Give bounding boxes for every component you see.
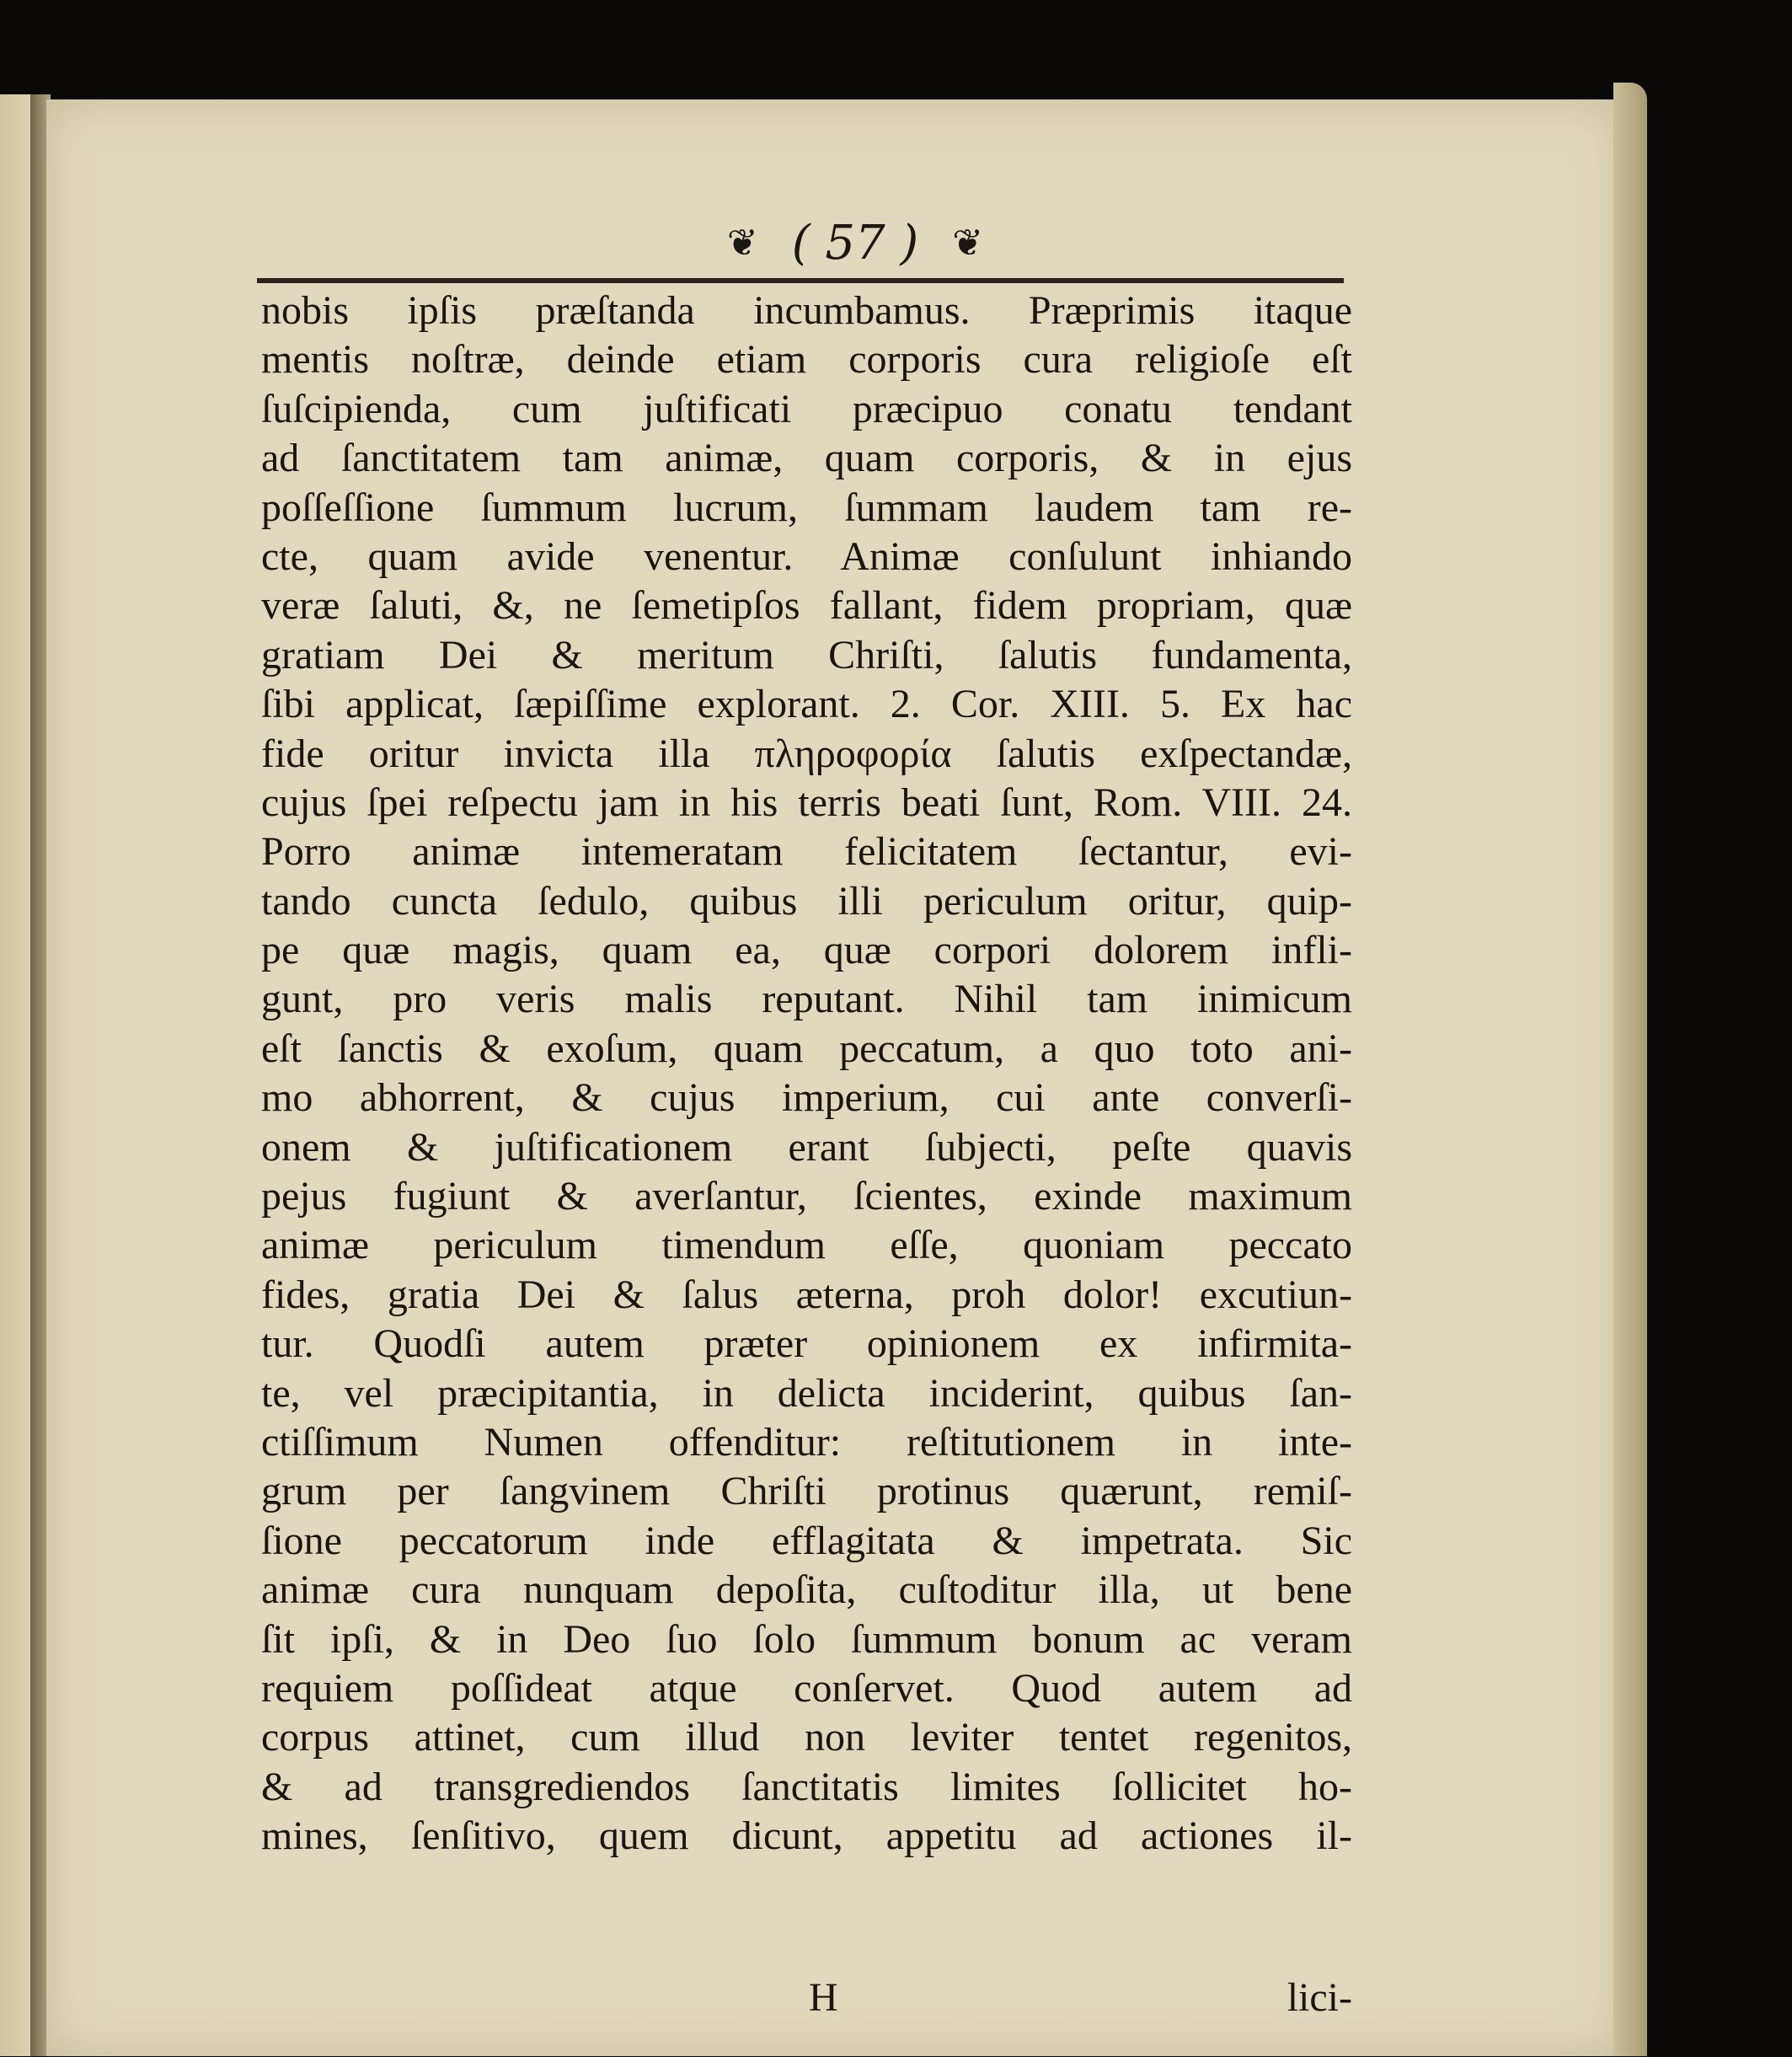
page-footer bbox=[261, 1974, 1352, 2033]
text-line: tando cuncta ſedulo, quibus illi periculum oritur, quip- bbox=[261, 878, 1352, 924]
text-line: animæ cura nunquam depoſita, cuſtoditur illa, ut bene bbox=[261, 1567, 1352, 1613]
ornament-right-icon: ❦ bbox=[952, 221, 984, 265]
text-line: Porro animæ intemeratam felicitatem ſectantur, evi- bbox=[261, 829, 1352, 875]
text-line: eſt ſanctis & exoſum, quam peccatum, a quo toto ani- bbox=[261, 1026, 1352, 1071]
left-page-edge bbox=[0, 94, 30, 2056]
text-line: ſibi applicat, ſæpiſſime explorant. 2. Cor. XIII. 5. Ex hac bbox=[261, 682, 1352, 727]
text-line: ſit ipſi, & in Deo ſuo ſolo ſummum bonum ac veram bbox=[261, 1616, 1352, 1662]
text-line: mo abhorrent, & cujus imperium, cui ante converſi- bbox=[261, 1075, 1352, 1121]
header-rule bbox=[257, 278, 1344, 283]
book-page bbox=[46, 99, 1623, 2056]
text-line: te, vel præcipitantia, in delicta inciderint, quibus ſan- bbox=[261, 1370, 1352, 1416]
text-line: poſſeſſione ſummum lucrum, ſummam laudem tam re- bbox=[261, 485, 1352, 530]
text-line: requiem poſſideat atque conſervet. Quod autem ad bbox=[261, 1665, 1352, 1711]
text-line: tur. Quodſi autem præter opinionem ex infirmita- bbox=[261, 1321, 1352, 1367]
text-line: & ad transgrediendos ſanctitatis limites ſollicitet ho- bbox=[261, 1764, 1352, 1809]
signature-mark: H bbox=[809, 1975, 838, 2020]
text-line: ctiſſimum Numen offenditur: reſtitutionem in inte- bbox=[261, 1419, 1352, 1465]
text-line: cujus ſpei reſpectu jam in his terris beati ſunt, Rom. VIII. 24. bbox=[261, 779, 1352, 825]
text-line: corpus attinet, cum illud non leviter tentet regenitos, bbox=[261, 1715, 1352, 1760]
text-line: grum per ſangvinem Chriſti protinus quærunt, remiſ- bbox=[261, 1469, 1352, 1514]
text-line: animæ periculum timendum eſſe, quoniam peccato bbox=[261, 1223, 1352, 1268]
ornament-left-icon: ❦ bbox=[726, 221, 758, 265]
text-line: pejus fugiunt & averſantur, ſcientes, exinde maximum bbox=[261, 1174, 1352, 1219]
text-line: veræ ſaluti, &, ne ſemetipſos fallant, fidem propriam, quæ bbox=[261, 583, 1352, 629]
running-header bbox=[619, 209, 1091, 276]
text-line: fide oritur invicta illa πληροφορία ſalutis exſpectandæ, bbox=[261, 731, 1352, 776]
catchword: lici- bbox=[1286, 1975, 1352, 2020]
text-line: gratiam Dei & meritum Chriſti, ſalutis fundamenta, bbox=[261, 632, 1352, 678]
text-line: ſione peccatorum inde efflagitata & impetrata. Sic bbox=[261, 1518, 1352, 1563]
text-line: onem & juſtificationem erant ſubjecti, peſte quavis bbox=[261, 1124, 1352, 1170]
text-line: pe quæ magis, quam ea, quæ corpori dolorem infli- bbox=[261, 928, 1352, 973]
text-line: ad ſanctitatem tam animæ, quam corporis, & in ejus bbox=[261, 436, 1352, 481]
text-line: mentis noſtræ, deinde etiam corporis cura religioſe eſt bbox=[261, 337, 1352, 383]
body-text bbox=[261, 287, 1352, 1861]
text-line: cte, quam avide venentur. Animæ conſulunt inhiando bbox=[261, 533, 1352, 579]
text-line: nobis ipſis præſtanda incumbamus. Præprimis itaque bbox=[261, 288, 1352, 333]
text-line: fides, gratia Dei & ſalus æterna, proh dolor! excutiun- bbox=[261, 1272, 1352, 1317]
text-line: gunt, pro veris malis reputant. Nihil tam inimicum bbox=[261, 977, 1352, 1022]
page-number: ( 57 ) bbox=[791, 215, 919, 271]
text-line: mines, ſenſitivo, quem dicunt, appetitu ad actiones il- bbox=[261, 1813, 1352, 1859]
text-line: ſuſcipienda, cum juſtificati præcipuo conatu tendant bbox=[261, 386, 1352, 431]
